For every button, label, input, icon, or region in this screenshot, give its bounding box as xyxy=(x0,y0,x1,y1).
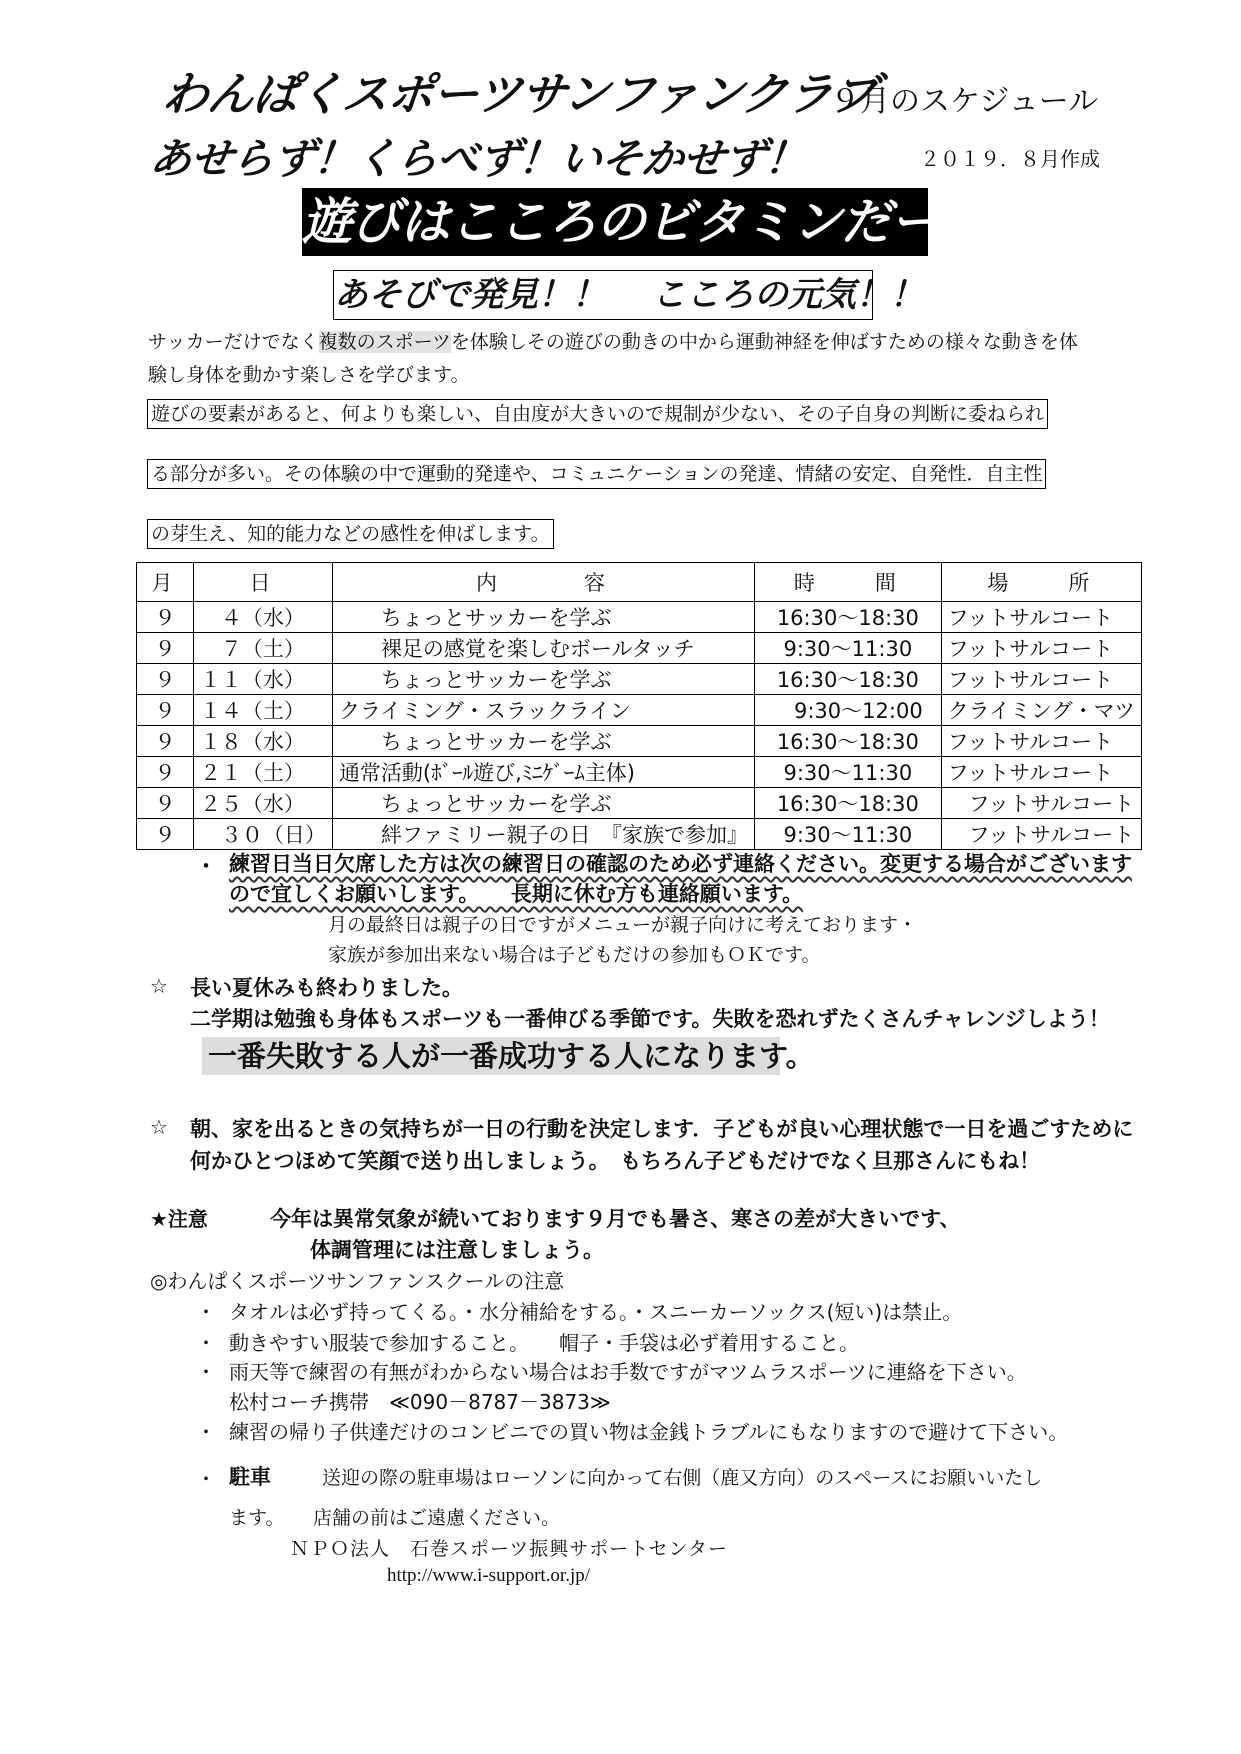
header-month: 月 xyxy=(137,563,194,602)
bullet-mark: ・ xyxy=(196,1300,216,1324)
created-date: ２０１９．８月作成 xyxy=(920,147,1100,171)
summer-message-line2: 二学期は勉強も身体もスポーツも一番伸びる季節です。失敗を恐れずたくさんチャレンジしよう！ xyxy=(190,1007,1110,1031)
cell-time: 9:30～11:30 xyxy=(755,819,942,850)
parking-line2: ます。 店舗の前はご遠慮ください。 xyxy=(229,1507,560,1529)
caution-line1: 今年は異常気象が続いております９月でも暑さ、寒さの差が大きいです、 xyxy=(270,1207,961,1231)
coach-phone: 松村コーチ携帯 ≪090－8787－3873≫ xyxy=(229,1390,611,1414)
star-mark: ☆ xyxy=(150,1115,168,1139)
caution-line2: 体調管理には注意しましょう。 xyxy=(310,1238,604,1262)
header-time: 時 間 xyxy=(755,563,942,602)
cell-place: フットサルコート xyxy=(941,757,1141,788)
table-row xyxy=(137,602,1142,633)
cell-time: 16:30～18:30 xyxy=(755,602,942,633)
parking-line1: 送迎の際の駐車場はローソンに向かって右側（鹿又方向）のスペースにお願いいたし xyxy=(322,1467,1043,1489)
caution-label: ★注意 xyxy=(150,1207,208,1231)
absence-note-line1: 練習日当日欠席した方は次の練習日の確認のため必ず連絡ください。変更する場合がございます xyxy=(229,852,1132,876)
cell-day: ３０（日） xyxy=(193,819,332,850)
cell-content: 絆ファミリー親子の日 『家族で参加』 xyxy=(332,819,754,850)
cell-time: 16:30～18:30 xyxy=(755,788,942,819)
morning-message-line2: 何かひとつほめて笑顔で送り出しましょう。 もちろん子どもだけでなく旦那さんにもね！ xyxy=(190,1149,1041,1173)
club-name: わんぱくスポーツサンファンクラブ xyxy=(159,67,880,121)
bullet-mark: ・ xyxy=(196,1331,216,1355)
table-row xyxy=(137,788,1142,819)
absence-note-line2: ので宜しくお願いします。 長期に休む方も連絡願います。 xyxy=(229,882,804,906)
cell-day: １８（水） xyxy=(193,726,332,757)
school-note-item: タオルは必ず持ってくる。・水分補給をする。・スニーカーソックス(短い)は禁止。 xyxy=(229,1300,963,1324)
cell-day: １４（土） xyxy=(193,695,332,726)
bullet-mark: ・ xyxy=(196,1420,216,1444)
intro-highlight: 複数のスポーツ xyxy=(318,331,451,353)
cell-place: フットサルコート xyxy=(941,788,1141,819)
cell-time: 16:30～18:30 xyxy=(755,726,942,757)
cell-month: ９ xyxy=(137,819,194,850)
school-note-item: 動きやすい服装で参加すること。 帽子・手袋は必ず着用すること。 xyxy=(229,1331,859,1355)
morning-message-line1: 朝、家を出るときの気持ちが一日の行動を決定します．子どもが良い心理状態で一日を過ごすために xyxy=(190,1117,1134,1141)
organization-name: ＮＰＯ法人 石巻スポーツ振興サポートセンター xyxy=(290,1538,728,1560)
cell-month: ９ xyxy=(137,788,194,819)
boxed-line-2: る部分が多い。その体験の中で運動的発達や、コミュニケーションの発達、情緒の安定、自発性．自主性 xyxy=(147,459,1046,489)
cell-content: 通常活動(ﾎﾞｰﾙ遊び,ﾐﾆｹﾞｰﾑ主体) xyxy=(332,757,754,788)
cell-month: ９ xyxy=(137,664,194,695)
cell-place: フットサルコート xyxy=(941,726,1141,757)
sub-banner: あそびで発見！！ こころの元気！！ xyxy=(333,270,873,320)
boxed-line-3: の芽生え、知的能力などの感性を伸ばします。 xyxy=(147,519,554,549)
cell-month: ９ xyxy=(137,726,194,757)
boxed-line-1: 遊びの要素があると、何よりも楽しい、自由度が大きいので規制が少ない、その子自身の判断に委ねられ xyxy=(147,399,1048,429)
cell-place: フットサルコート xyxy=(941,819,1141,850)
table-header-row xyxy=(137,563,1142,602)
cell-place: クライミング・マツ xyxy=(941,695,1141,726)
schedule-table xyxy=(136,562,1142,850)
intro-text: サッカーだけでなく xyxy=(148,331,319,353)
school-note-item: 練習の帰り子供達だけのコンビニでの買い物は金銭トラブルにもなりますので避けて下さい。 xyxy=(229,1420,1069,1444)
table-row xyxy=(137,757,1142,788)
cell-content: ちょっとサッカーを学ぶ xyxy=(332,726,754,757)
family-day-note-line2: 家族が参加出来ない場合は子どもだけの参加もＯＫです。 xyxy=(328,944,821,966)
header-place: 場 所 xyxy=(941,563,1141,602)
cell-content: 裸足の感覚を楽しむボールタッチ xyxy=(332,633,754,664)
table-row xyxy=(137,695,1142,726)
intro-paragraph xyxy=(148,326,1088,392)
motto: あせらず！くらべず！いそかせず！ xyxy=(147,134,809,183)
cell-place: フットサルコート xyxy=(941,602,1141,633)
table-row xyxy=(137,726,1142,757)
main-banner: 遊びはこころのビタミンだー！ xyxy=(302,188,928,256)
bullet-mark: ・ xyxy=(196,1360,216,1384)
bullet-mark: ・ xyxy=(196,1467,216,1491)
cell-content: ちょっとサッカーを学ぶ xyxy=(332,602,754,633)
intro-text-rest: を体験しその遊びの動きの中から運動神経を伸ばすための様々な動きを体験し身体を動かす楽しさを学びます。 xyxy=(148,331,1078,386)
cell-content: ちょっとサッカーを学ぶ xyxy=(332,664,754,695)
failure-motto: 一番失敗する人が一番成功する人になります。 xyxy=(202,1037,780,1075)
header-day: 日 xyxy=(193,563,332,602)
bullet-mark: ・ xyxy=(196,854,216,878)
cell-place: フットサルコート xyxy=(941,664,1141,695)
school-note-item: 雨天等で練習の有無がわからない場合はお手数ですがマツムラスポーツに連絡を下さい。 xyxy=(229,1360,1027,1384)
cell-time: 16:30～18:30 xyxy=(755,664,942,695)
cell-day: １１（水） xyxy=(193,664,332,695)
cell-day: ７（土） xyxy=(193,633,332,664)
school-notes-title: ◎わんぱくスポーツサンファンスクールの注意 xyxy=(150,1269,565,1293)
cell-month: ９ xyxy=(137,695,194,726)
cell-day: ２１（土） xyxy=(193,757,332,788)
cell-time: 9:30～12:00 xyxy=(755,695,942,726)
website-link[interactable]: http://www.i-support.or.jp/ xyxy=(387,1565,591,1586)
cell-content: クライミング・スラックライン xyxy=(332,695,754,726)
cell-content: ちょっとサッカーを学ぶ xyxy=(332,788,754,819)
summer-message-line1: 長い夏休みも終わりました。 xyxy=(190,976,463,1000)
cell-day: ４（水） xyxy=(193,602,332,633)
cell-place: フットサルコート xyxy=(941,633,1141,664)
cell-month: ９ xyxy=(137,633,194,664)
cell-month: ９ xyxy=(137,757,194,788)
cell-day: ２５（水） xyxy=(193,788,332,819)
family-day-note-line1: 月の最終日は親子の日ですがメニューが親子向けに考えております・ xyxy=(328,914,918,936)
table-row xyxy=(137,819,1142,850)
star-mark: ☆ xyxy=(150,974,168,998)
header-content: 内 容 xyxy=(332,563,754,602)
table-row xyxy=(137,664,1142,695)
table-row xyxy=(137,633,1142,664)
cell-month: ９ xyxy=(137,602,194,633)
schedule-subtitle: ９月のスケジュール xyxy=(830,84,1099,119)
cell-time: 9:30～11:30 xyxy=(755,757,942,788)
cell-time: 9:30～11:30 xyxy=(755,633,942,664)
parking-label: 駐車 xyxy=(229,1465,271,1489)
